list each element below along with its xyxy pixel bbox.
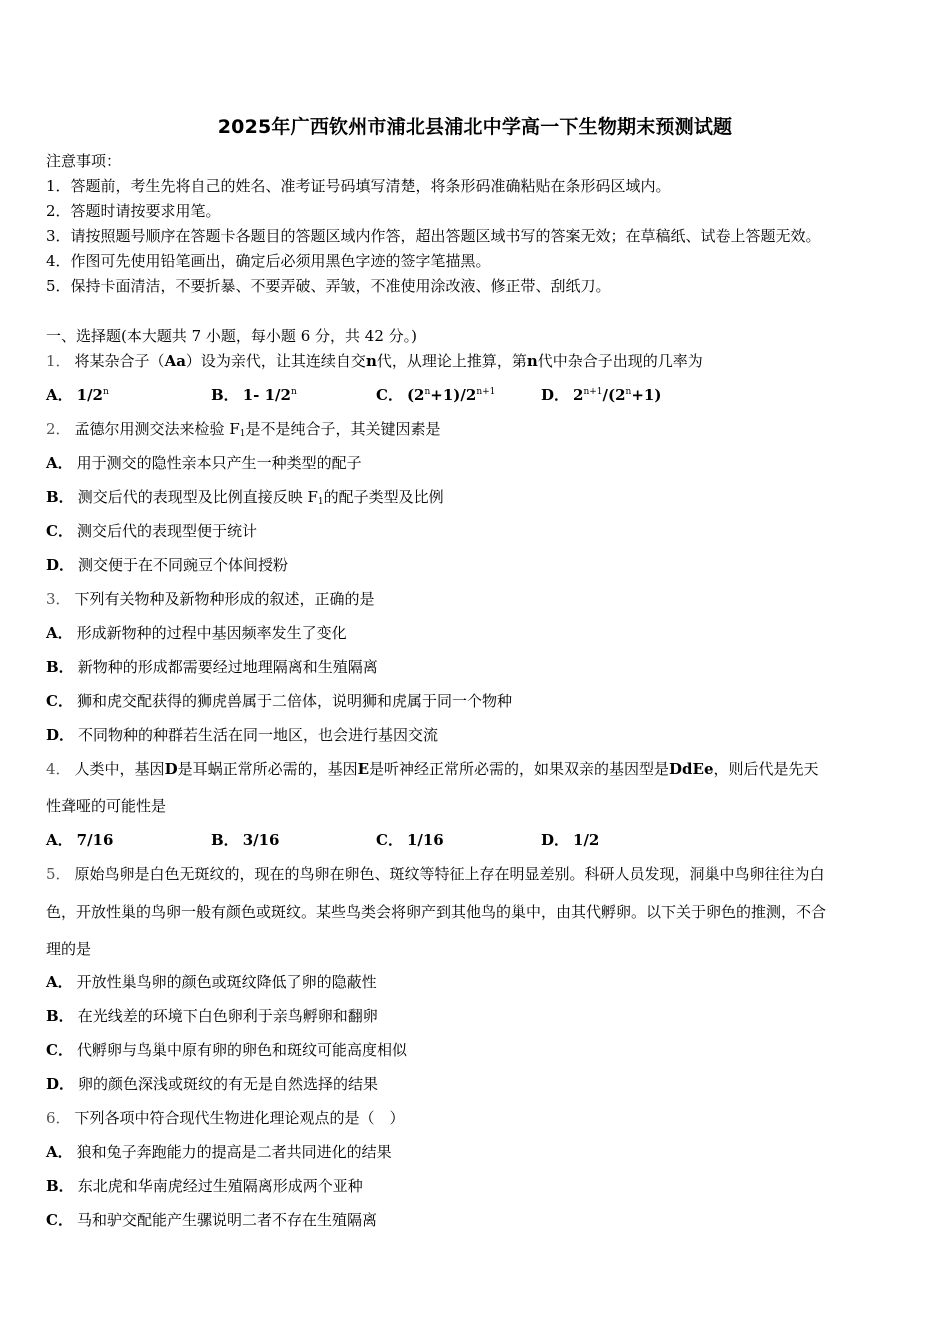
option-label: C． xyxy=(46,522,73,540)
option-a xyxy=(46,386,109,404)
option-c xyxy=(46,522,257,540)
notice-item: 1．答题前，考生先将自己的姓名、准考证号码填写清楚，将条形码准确粘贴在条形码区域内。 xyxy=(46,177,671,195)
question-number: 1． xyxy=(46,352,71,370)
option-label: C． xyxy=(46,692,73,710)
question-5-line-2: 色，开放性巢的鸟卵一般有颜色或斑纹。某些鸟类会将卵产到其他鸟的巢中，由其代孵卵。以下关于卵色的推测，不合 xyxy=(46,903,827,921)
option-b xyxy=(211,831,279,849)
page-title: 2025年广西钦州市浦北县浦北中学高一下生物期末预测试题 xyxy=(217,116,733,138)
notice-item: 4．作图可先使用铅笔画出，确定后必须用黑色字迹的签字笔描黑。 xyxy=(46,252,491,270)
stem-text: 原始鸟卵是白色无斑纹的，现在的鸟卵在卵色、斑纹等特征上存在明显差别。科研人员发现，洞巢中鸟卵往往为白 xyxy=(74,865,825,883)
option-d xyxy=(46,726,438,744)
question-5 xyxy=(46,865,825,883)
stem-text: n xyxy=(526,352,538,370)
option-d xyxy=(46,556,288,574)
option-text: 卵的颜色深浅或斑纹的有无是自然选择的结果 xyxy=(78,1075,379,1093)
stem-text: 孟德尔用测交法来检验 F xyxy=(74,420,240,438)
notice-heading: 注意事项： xyxy=(46,152,122,170)
option-text: 测交后代的表现型便于统计 xyxy=(76,522,257,540)
superscript: n xyxy=(103,387,109,397)
option-c xyxy=(46,692,512,710)
option-text: 新物种的形成都需要经过地理隔离和生殖隔离 xyxy=(77,658,378,676)
option-a xyxy=(46,831,113,849)
option-text: 狮和虎交配获得的狮虎兽属于二倍体，说明狮和虎属于同一个物种 xyxy=(76,692,512,710)
notice-item: 2．答题时请按要求用笔。 xyxy=(46,202,221,220)
stem-text: 下列有关物种及新物种形成的叙述，正确的是 xyxy=(74,590,375,608)
option-label: B． xyxy=(46,658,74,676)
stem-text: 是不是纯合子，其关键因素是 xyxy=(245,420,441,438)
option-text: 1/2 xyxy=(573,831,600,849)
option-label: B． xyxy=(46,1177,74,1195)
option-text: 7/16 xyxy=(76,831,114,849)
option-label: A． xyxy=(46,454,73,472)
question-number: 2． xyxy=(46,420,71,438)
question-3 xyxy=(46,590,375,608)
stem-text: Aa xyxy=(164,352,186,370)
option-text: (2 xyxy=(406,386,425,404)
question-2 xyxy=(46,420,440,438)
superscript: n xyxy=(290,387,297,397)
option-c xyxy=(376,386,495,404)
superscript: n+1 xyxy=(583,387,603,397)
option-text: +1)/2 xyxy=(430,386,477,404)
option-label: A． xyxy=(46,831,73,849)
stem-text: E xyxy=(357,760,370,778)
question-5-line-3: 理的是 xyxy=(46,940,92,958)
option-d xyxy=(541,386,661,404)
option-text: 1- 1/2 xyxy=(242,386,291,404)
option-text: 开放性巢鸟卵的颜色或斑纹降低了卵的隐蔽性 xyxy=(76,973,377,991)
option-a xyxy=(46,1143,392,1161)
question-number: 3． xyxy=(46,590,71,608)
option-label: B． xyxy=(46,488,74,506)
option-label: D． xyxy=(46,726,75,744)
option-label: D． xyxy=(46,556,75,574)
stem-text: D xyxy=(164,760,178,778)
question-4-line-2: 性聋哑的可能性是 xyxy=(46,797,167,815)
option-label: D． xyxy=(46,1075,75,1093)
option-d xyxy=(46,1075,378,1093)
option-text: +1) xyxy=(631,386,662,404)
option-text: 狼和兔子奔跑能力的提高是二者共同进化的结果 xyxy=(76,1143,392,1161)
option-text: 3/16 xyxy=(242,831,280,849)
option-text: 的配子类型及比例 xyxy=(323,488,444,506)
stem-text: 代，从理论上推算，第 xyxy=(376,352,527,370)
option-label: C． xyxy=(46,1041,73,1059)
option-text: 不同物种的种群若生活在同一地区，也会进行基因交流 xyxy=(78,726,439,744)
stem-text: 将某杂合子（ xyxy=(74,352,165,370)
option-a xyxy=(46,454,362,472)
option-b xyxy=(46,1177,363,1195)
stem-text: 下列各项中符合现代生物进化理论观点的是（ ） xyxy=(74,1109,405,1127)
question-number: 4． xyxy=(46,760,71,778)
option-text: 形成新物种的过程中基因频率发生了变化 xyxy=(76,624,347,642)
option-text: 在光线差的环境下白色卵利于亲鸟孵卵和翻卵 xyxy=(77,1007,378,1025)
option-text: 1/16 xyxy=(406,831,444,849)
question-number: 6． xyxy=(46,1109,71,1127)
option-b xyxy=(211,386,297,404)
option-label: C． xyxy=(376,386,403,404)
stem-text: ）设为亲代，让其连续自交 xyxy=(185,352,366,370)
option-label: A． xyxy=(46,386,73,404)
subscript: 1 xyxy=(239,429,246,439)
superscript: n xyxy=(424,387,431,397)
option-text: 马和驴交配能产生骡说明二者不存在生殖隔离 xyxy=(76,1211,377,1229)
option-text: 用于测交的隐性亲本只产生一种类型的配子 xyxy=(76,454,362,472)
stem-text: 是耳蜗正常所必需的，基因 xyxy=(177,760,358,778)
option-label: A． xyxy=(46,1143,73,1161)
stem-text: 是听神经正常所必需的，如果双亲的基因型是 xyxy=(369,760,670,778)
option-text: 测交便于在不同豌豆个体间授粉 xyxy=(78,556,289,574)
option-label: D． xyxy=(541,831,570,849)
notice-item: 5．保持卡面清洁，不要折暴、不要弄破、弄皱，不准使用涂改液、修正带、刮纸刀。 xyxy=(46,277,611,295)
stem-text: DdEe xyxy=(669,760,714,778)
question-1 xyxy=(46,352,703,370)
stem-text: 人类中，基因 xyxy=(74,760,165,778)
subscript: 1 xyxy=(317,497,324,507)
option-c xyxy=(376,831,444,849)
option-c xyxy=(46,1041,407,1059)
option-label: B． xyxy=(211,831,239,849)
section-heading: 一、选择题(本大题共 7 小题，每小题 6 分，共 42 分。) xyxy=(46,327,417,345)
option-label: C． xyxy=(376,831,403,849)
option-text: 东北虎和华南虎经过生殖隔离形成两个亚种 xyxy=(77,1177,363,1195)
option-b xyxy=(46,1007,378,1025)
option-label: B． xyxy=(211,386,239,404)
question-4 xyxy=(46,760,819,778)
option-label: A． xyxy=(46,624,73,642)
option-label: A． xyxy=(46,973,73,991)
stem-text: n xyxy=(365,352,377,370)
option-text: 1/2 xyxy=(76,386,103,404)
option-label: C． xyxy=(46,1211,73,1229)
superscript: n xyxy=(625,387,632,397)
option-text: 测交后代的表现型及比例直接反映 F xyxy=(77,488,318,506)
option-label: B． xyxy=(46,1007,74,1025)
notice-item: 3．请按照题号顺序在答题卡各题目的答题区域内作答，超出答题区域书写的答案无效；在草稿纸、试卷上答题无效。 xyxy=(46,227,821,245)
stem-text: ，则后代是先天 xyxy=(713,760,819,778)
option-text: 代孵卵与鸟巢中原有卵的卵色和斑纹可能高度相似 xyxy=(76,1041,407,1059)
option-a xyxy=(46,973,377,991)
option-b xyxy=(46,658,378,676)
question-6 xyxy=(46,1109,405,1127)
superscript: n+1 xyxy=(476,387,496,397)
option-text: 2 xyxy=(573,386,584,404)
option-a xyxy=(46,624,347,642)
option-c xyxy=(46,1211,377,1229)
option-d xyxy=(541,831,599,849)
option-text: /(2 xyxy=(602,386,626,404)
option-label: D． xyxy=(541,386,570,404)
stem-text: 代中杂合子出现的几率为 xyxy=(537,352,703,370)
option-b xyxy=(46,488,444,506)
question-number: 5． xyxy=(46,865,71,883)
